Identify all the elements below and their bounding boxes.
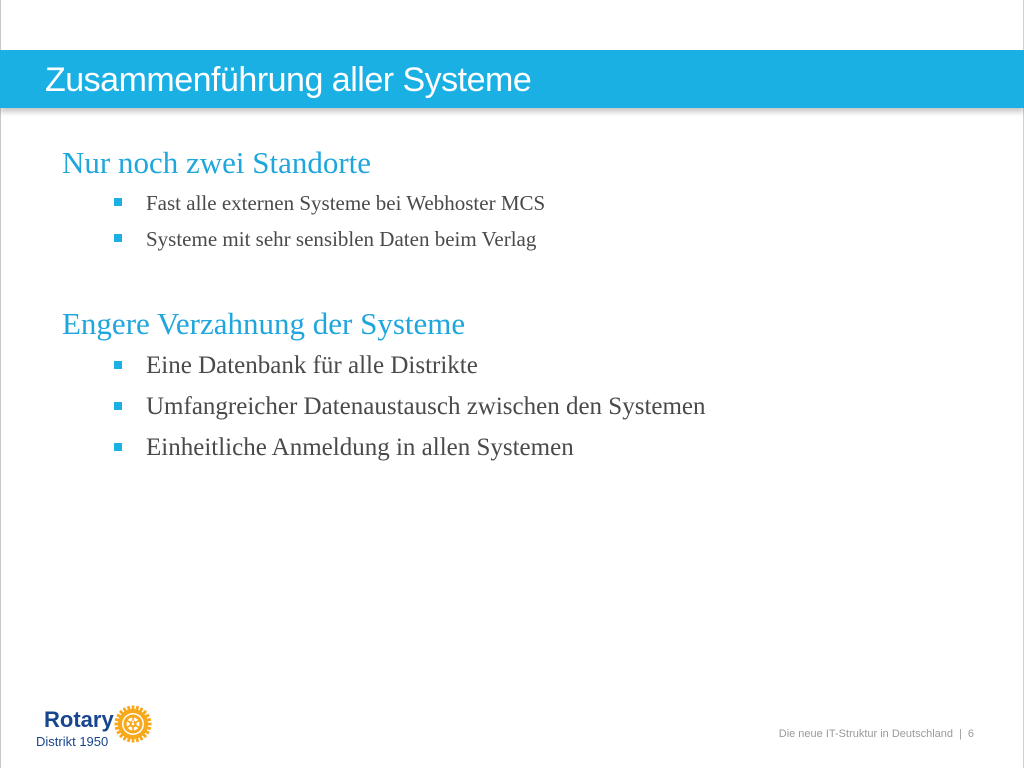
square-bullet-icon	[114, 234, 122, 242]
footer-text: Die neue IT-Struktur in Deutschland	[778, 728, 954, 740]
square-bullet-icon	[114, 443, 122, 451]
section-verzahnung	[62, 305, 706, 468]
bullet-item	[62, 427, 706, 468]
slide-title: Zusammenführung aller Systeme	[45, 61, 532, 99]
bullet-text: Systeme mit sehr sensiblen Daten beim Verlag	[146, 227, 537, 251]
bullet-item	[62, 185, 545, 221]
square-bullet-icon	[114, 198, 122, 206]
bullet-list	[62, 185, 545, 257]
bullet-text: Eine Datenbank für alle Distrikte	[146, 352, 478, 379]
section-heading: Nur noch zwei Standorte	[62, 145, 372, 180]
rotary-logo	[34, 703, 164, 753]
footer-separator: |	[959, 728, 962, 740]
slide-footer	[779, 728, 974, 740]
page-number: 6	[967, 728, 974, 740]
slide-left-border	[0, 0, 1, 768]
bullet-item	[62, 345, 706, 386]
bullet-item	[62, 221, 545, 257]
bullet-text: Einheitliche Anmeldung in allen Systemen	[146, 434, 574, 461]
section-heading: Engere Verzahnung der Systeme	[62, 306, 466, 341]
logo-wordmark: Rotary	[44, 707, 114, 732]
bullet-text: Fast alle externen Systeme bei Webhoster MCS	[146, 191, 546, 215]
square-bullet-icon	[114, 361, 122, 369]
rotary-wheel-icon	[112, 703, 154, 745]
square-bullet-icon	[114, 402, 122, 410]
bullet-text: Umfangreicher Datenaustausch zwischen den Systemen	[146, 393, 706, 420]
section-standorte	[62, 144, 545, 257]
bullet-list	[62, 345, 706, 468]
title-bar	[0, 50, 1024, 108]
logo-subtitle: Distrikt 1950	[36, 734, 109, 749]
bullet-item	[62, 386, 706, 427]
